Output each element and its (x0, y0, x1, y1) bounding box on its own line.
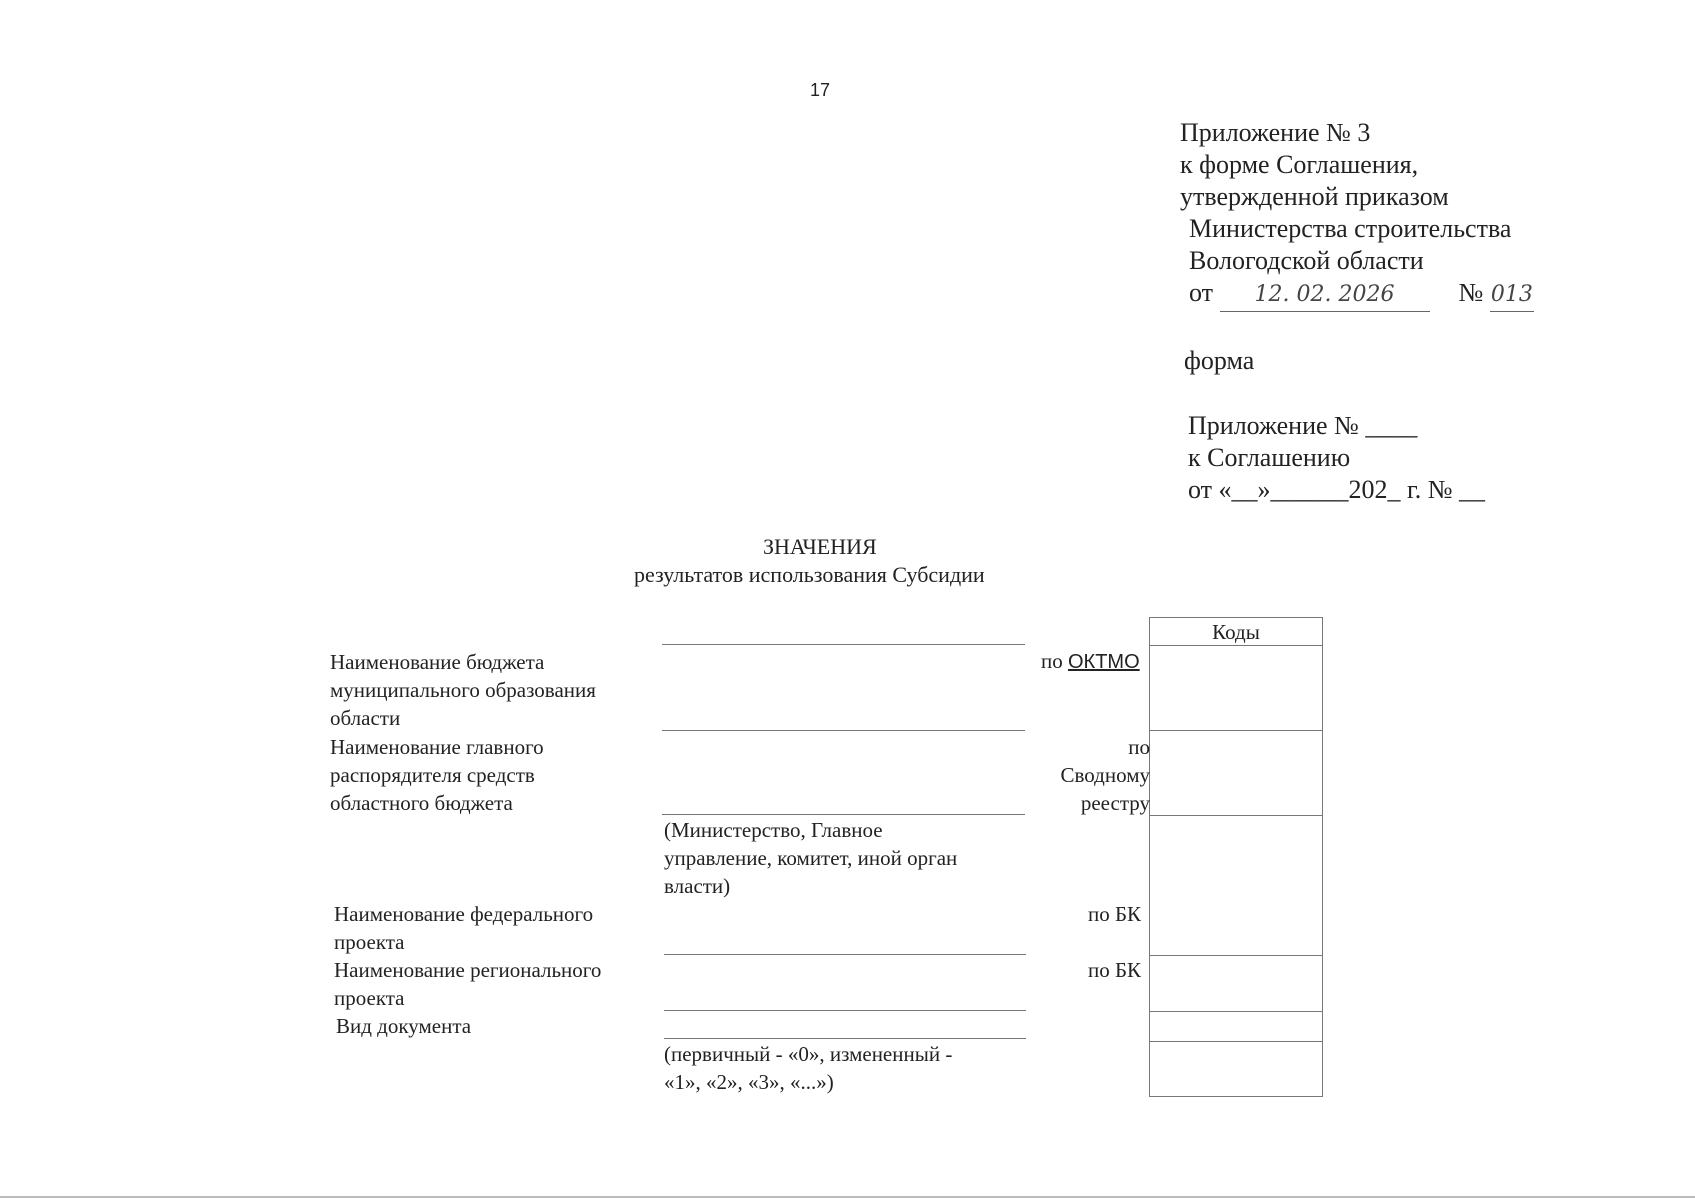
manager-name-label: Наименование главного распорядителя средств областного бюджета (330, 735, 544, 815)
appendix-line-1: Приложение № 3 (1180, 118, 1371, 147)
handwritten-number: 013 (1490, 282, 1533, 307)
regional-project-field[interactable] (664, 1010, 1026, 1011)
oktmo-label: по ОКТМО (1041, 649, 1140, 673)
appendix-line-4: Министерства строительства (1189, 214, 1512, 243)
document-subtitle: результатов использования Субсидии (634, 562, 985, 587)
page-number: 17 (810, 80, 831, 100)
agreement-appendix-line-2: к Соглашению (1188, 443, 1351, 472)
code-cell-oktmo[interactable] (1150, 647, 1322, 731)
manager-name-field[interactable] (662, 814, 1025, 815)
bk-code-label-1: по БК (1088, 902, 1142, 926)
doc-type-field[interactable] (664, 1038, 1026, 1039)
doc-type-hint: (первичный - «0», измененный - «1», «2», «3», «...») (664, 1042, 953, 1094)
code-cell-bk-regional[interactable] (1150, 957, 1322, 1012)
code-cell-doc-type[interactable] (1150, 1013, 1322, 1042)
page-bottom-edge (0, 1196, 1695, 1198)
number-prefix: № (1458, 278, 1484, 307)
codes-table (1149, 617, 1323, 1097)
appendix-line-5: Вологодской области (1189, 246, 1424, 275)
appendix-line-2: к форме Соглашения, (1180, 150, 1419, 179)
date-prefix: от (1189, 278, 1214, 307)
agreement-appendix-line-1: Приложение № ____ (1188, 411, 1418, 440)
appendix-date-line (1189, 277, 1534, 312)
regional-project-label: Наименование регионального проекта (334, 958, 602, 1010)
ministry-hint: (Министерство, Главное управление, комитет, иной орган власти) (664, 818, 958, 898)
federal-project-label: Наименование федерального проекта (334, 902, 594, 954)
handwritten-date: 12. 02. 2026 (1254, 282, 1395, 307)
document-title: ЗНАЧЕНИЯ (763, 534, 877, 559)
registry-label: по Сводному реестру (1060, 735, 1150, 815)
codes-header: Коды (1212, 620, 1260, 644)
form-label: форма (1184, 346, 1255, 375)
appendix-header (1180, 117, 1534, 312)
code-cell-registry[interactable] (1150, 732, 1322, 816)
oktmo-code-label: ОКТМО (1068, 651, 1140, 673)
appendix-line-3: утвержденной приказом (1180, 182, 1449, 211)
budget-name-field[interactable] (662, 730, 1025, 731)
budget-name-label: Наименование бюджета муниципального образования области (330, 650, 596, 730)
bk-code-label-2: по БК (1088, 958, 1142, 982)
federal-project-field[interactable] (664, 954, 1026, 955)
doc-type-label: Вид документа (336, 1014, 472, 1038)
code-cell-bk-federal[interactable] (1150, 817, 1322, 956)
agreement-appendix-line-3: от «__»______202_ г. № __ (1188, 475, 1486, 504)
budget-name-top-line (662, 644, 1025, 645)
agreement-appendix (1188, 410, 1485, 506)
codes-header-cell (1150, 618, 1322, 646)
